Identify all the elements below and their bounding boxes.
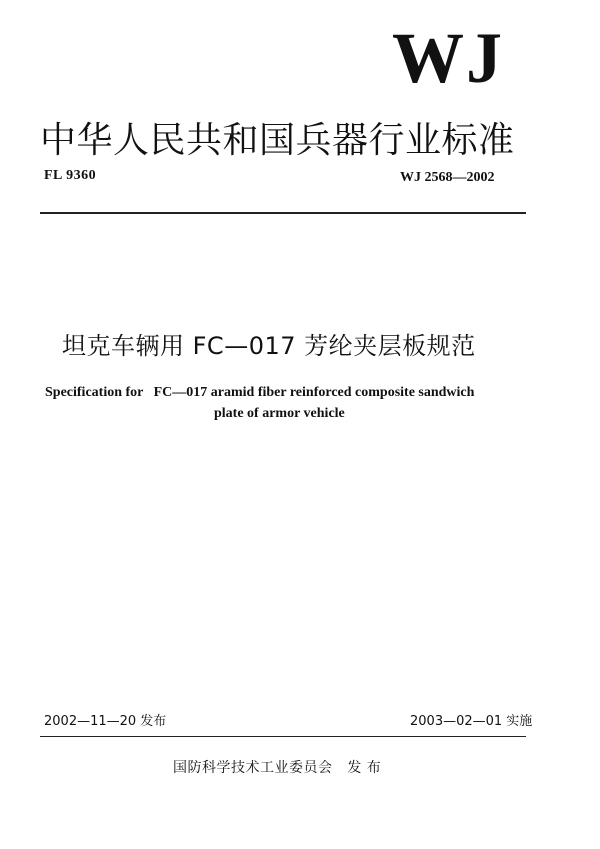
issue-date: 2002—11—20 发布	[44, 714, 167, 729]
standard-number: WJ 2568—2002	[400, 170, 495, 185]
issuing-authority: 国防科学技术工业委员会 发 布	[173, 760, 382, 776]
classification-code: FL 9360	[44, 168, 97, 183]
implementation-date: 2003—02—01 实施	[410, 714, 533, 729]
header-divider	[40, 212, 526, 214]
document-title-en-line1: Specification for FC—017 aramid fiber reinforced composite sandwich	[45, 385, 475, 400]
document-title-en-line2: plate of armor vehicle	[214, 406, 345, 421]
standard-category-title: 中华人民共和国兵器行业标准	[40, 120, 515, 161]
standard-logo: WJ	[392, 18, 504, 98]
footer-divider	[40, 736, 526, 737]
document-title-zh: 坦克车辆用 FC—017 芳纶夹层板规范	[62, 332, 476, 360]
